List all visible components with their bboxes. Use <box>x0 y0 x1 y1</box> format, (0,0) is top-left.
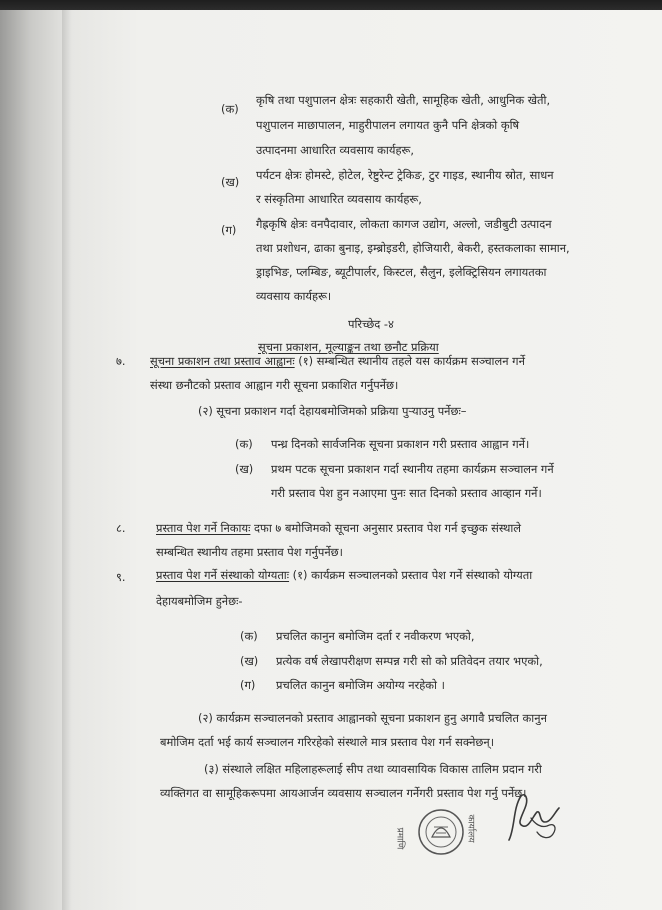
section-9-sub-3-line-1: (३) संस्थाले लक्षित महिलाहरूलाई सीप तथा व्यावसायिक विकास तालिम प्रदान गरी <box>204 762 542 776</box>
section-9-sub-2-line-2: बमोजिम दर्ता भई कार्य सञ्चालन गरिरहेको संस्थाले मात्र प्रस्ताव पेश गर्न सक्नेछन्। <box>160 735 495 749</box>
clause-ga-label: (ग) <box>221 223 237 237</box>
section-9-line-2: देहायबमोजिम हुनेछः- <box>156 594 243 608</box>
stamp-text-right: कार्यालय <box>465 814 476 843</box>
section-7-kha-line-2: गरी प्रस्ताव पेश हुन नआएमा पुनः सात दिनको प्रस्ताव आव्हान गर्ने। <box>271 486 542 500</box>
section-7-ka-label: (क) <box>235 437 253 451</box>
section-7-heading: सूचना प्रकाशन तथा प्रस्ताव आह्वानः <box>150 354 295 368</box>
clause-kha-label: (ख) <box>221 175 240 189</box>
clause-ka-line-2: पशुपालन माछापालन, माहुरीपालन लगायत कुनै पनि क्षेत्रको कृषि <box>256 118 520 132</box>
section-8-line-2: सम्बन्धित स्थानीय तहमा प्रस्ताव पेश गर्नुपर्नेछ। <box>156 545 343 559</box>
section-7-ka-text: पन्ध्र दिनको सार्वजनिक सूचना प्रकाशन गरी प्रस्ताव आह्वान गर्ने। <box>271 437 530 451</box>
official-seal-icon <box>416 807 466 857</box>
clause-ka-line-1: कृषि तथा पशुपालन क्षेत्रः सहकारी खेती, सामूहिक खेती, आधुनिक खेती, <box>256 93 551 107</box>
clause-ga-line-1: गैह्रकृषि क्षेत्रः वनपैदावार, लोकता कागज उद्योग, अल्लो, जडीबुटी उत्पादन <box>256 217 552 231</box>
clause-kha-line-1: पर्यटन क्षेत्रः होमस्टे, होटेल, रेष्टुरेन्ट ट्रेकिङ, टुर गाइड, स्थानीय स्रोत, साधन <box>256 168 554 182</box>
section-9-kha-text: प्रत्येक वर्ष लेखापरीक्षण सम्पन्न गरी सो को प्रतिवेदन तयार भएको, <box>276 654 543 668</box>
section-7-line-1 <box>150 353 525 369</box>
handwritten-signature <box>495 788 575 843</box>
clause-ga-line-4: व्यवसाय कार्यहरू। <box>256 289 332 303</box>
clause-ka-label: (क) <box>221 102 239 116</box>
clause-ka-line-3: उत्पादनमा आधारित व्यवसाय कार्यहरू, <box>256 143 415 157</box>
section-7-kha-label: (ख) <box>235 462 254 476</box>
section-9-line-1-rest: (१) कार्यक्रम सञ्चालनको प्रस्ताव पेश गर्ने संस्थाको योग्यता <box>289 568 533 582</box>
section-7-line-1-rest: (१) सम्बन्धित स्थानीय तहले यस कार्यक्रम सञ्चालन गर्ने <box>294 354 525 368</box>
section-9-ga-text: प्रचलित कानुन बमोजिम अयोग्य नरहेको । <box>276 678 445 692</box>
section-8-line-1-rest: दफा ७ बमोजिमको सूचना अनुसार प्रस्ताव पेश गर्न इच्छुक संस्थाले <box>250 521 522 535</box>
section-9-sub-3-line-2: व्यक्तिगत वा सामूहिकरूपमा आयआर्जन व्यवसाय सञ्चालन गर्नेगरी प्रस्ताव पेश गर्नु पर्नेछ। <box>160 786 527 800</box>
section-9-ka-label: (क) <box>240 629 258 643</box>
section-9-ka-text: प्रचलित कानुन बमोजिम दर्ता र नवीकरण भएको, <box>276 629 475 643</box>
section-7-line-2: संस्था छनौटको प्रस्ताव आह्वान गरी सूचना प्रकाशित गर्नुपर्नेछ। <box>150 378 399 392</box>
section-7-sub-2: (२) सूचना प्रकाशन गर्दा देहायबमोजिमको प्रक्रिया पुऱ्याउनु पर्नेछः– <box>198 404 467 418</box>
page-fold-shadow <box>62 10 72 910</box>
clause-ga-line-2: तथा प्रशोधन, ढाका बुनाइ, इम्ब्रोइडरी, होजियारी, बेकरी, हस्तकलाका सामान, <box>256 241 570 255</box>
section-9-sub-2-line-1: (२) कार्यक्रम सञ्चालनको प्रस्ताव आह्वानको सूचना प्रकाशन हुनु अगावै प्रचलित कानुन <box>198 711 547 725</box>
section-8-heading: प्रस्ताव पेश गर्ने निकायः <box>156 521 251 535</box>
section-7-kha-line-1: प्रथम पटक सूचना प्रकाशन गर्दा स्थानीय तहमा कार्यक्रम सञ्चालन गर्ने <box>271 462 554 476</box>
section-9-number: ९. <box>116 570 126 584</box>
chapter-label: परिच्छेद -४ <box>348 317 394 331</box>
section-8-number: ८. <box>116 521 126 535</box>
section-9-heading: प्रस्ताव पेश गर्ने संस्थाको योग्यताः <box>156 568 290 582</box>
document-page <box>0 10 662 910</box>
stamp-text-left: प्रमाणि <box>394 827 405 850</box>
chapter-title: सूचना प्रकाशन, मूल्याङ्कन तथा छनौट प्रक्रिया <box>258 340 439 354</box>
section-9-ga-label: (ग) <box>240 678 256 692</box>
section-7-number: ७. <box>116 354 126 368</box>
clause-kha-line-2: र संस्कृतिमा आधारित व्यवसाय कार्यहरू, <box>256 192 422 206</box>
section-9-kha-label: (ख) <box>240 654 259 668</box>
section-9-line-1 <box>156 567 532 583</box>
clause-ga-line-3: ड्राइभिङ, प्लम्बिङ, ब्यूटीपार्लर, किस्टल, सैलुन, इलेक्ट्रिसियन लगायतका <box>256 265 547 279</box>
section-8-line-1 <box>156 520 521 536</box>
